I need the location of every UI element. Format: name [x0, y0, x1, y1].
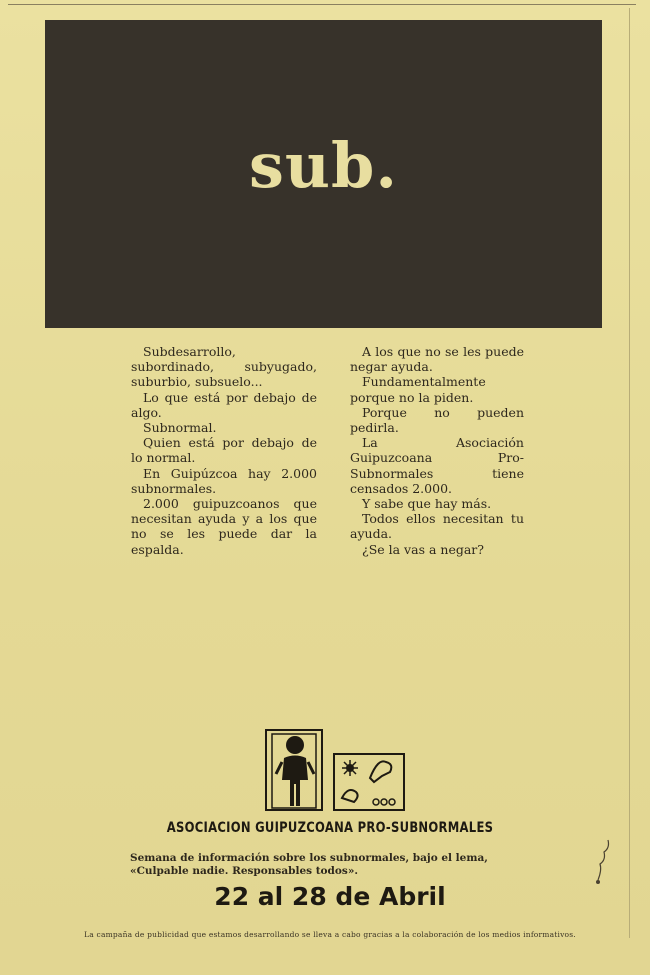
campaign-description: Semana de información sobre los subnormales, bajo el lema, «Culpable nadie. Responsables todos». [130, 852, 488, 877]
body-column-left [131, 344, 317, 557]
flower-hand-emblem-icon [334, 754, 404, 810]
child-in-door-logo-icon [266, 730, 322, 810]
paragraph: Subdesarrollo, subordinado, subyugado, suburbio, subsuelo... [131, 344, 317, 390]
paragraph: En Guipúzcoa hay 2.000 subnormales. [131, 465, 317, 496]
paragraph: A los que no se les puede negar ayuda. [350, 344, 524, 375]
signature-mark-icon [592, 830, 614, 890]
closing-question: ¿Se la vas a negar? [362, 541, 484, 557]
top-rule [8, 4, 636, 5]
campaign-dates: 22 al 28 de Abril [214, 882, 446, 911]
hero-word: sub. [249, 128, 398, 202]
paragraph: Fundamentalmente porque no la piden. [350, 374, 486, 405]
paragraph: Subnormal. [143, 420, 217, 436]
paragraph: Quien está por debajo de lo normal. [131, 435, 317, 466]
body-column-right [350, 344, 524, 557]
paragraph: 2.000 guipuzcoanos que necesitan ayuda y a los que no se les puede dar la espalda. [131, 496, 317, 557]
footer-note: La campaña de publicidad que estamos desarrollando se lleva a cabo gracias a la colaboración de los medios informativos. [84, 930, 576, 939]
paragraph: Porque no pueden pedirla. [350, 404, 524, 436]
paragraph: Lo que está por debajo de algo. [131, 389, 317, 420]
organization-name: ASOCIACION GUIPUZCOANA PRO-SUBNORMALES [166, 820, 494, 836]
paragraph: Y sabe que hay más. [362, 496, 492, 512]
paragraph: Todos ellos necesitan tu ayuda. [350, 511, 524, 542]
column-rule [629, 8, 630, 938]
paragraph: La Asociación Guipuzcoana Pro-Subnormales tiene censados 2.000. [350, 435, 524, 496]
association-logo [264, 728, 408, 812]
hero-banner [45, 20, 602, 328]
